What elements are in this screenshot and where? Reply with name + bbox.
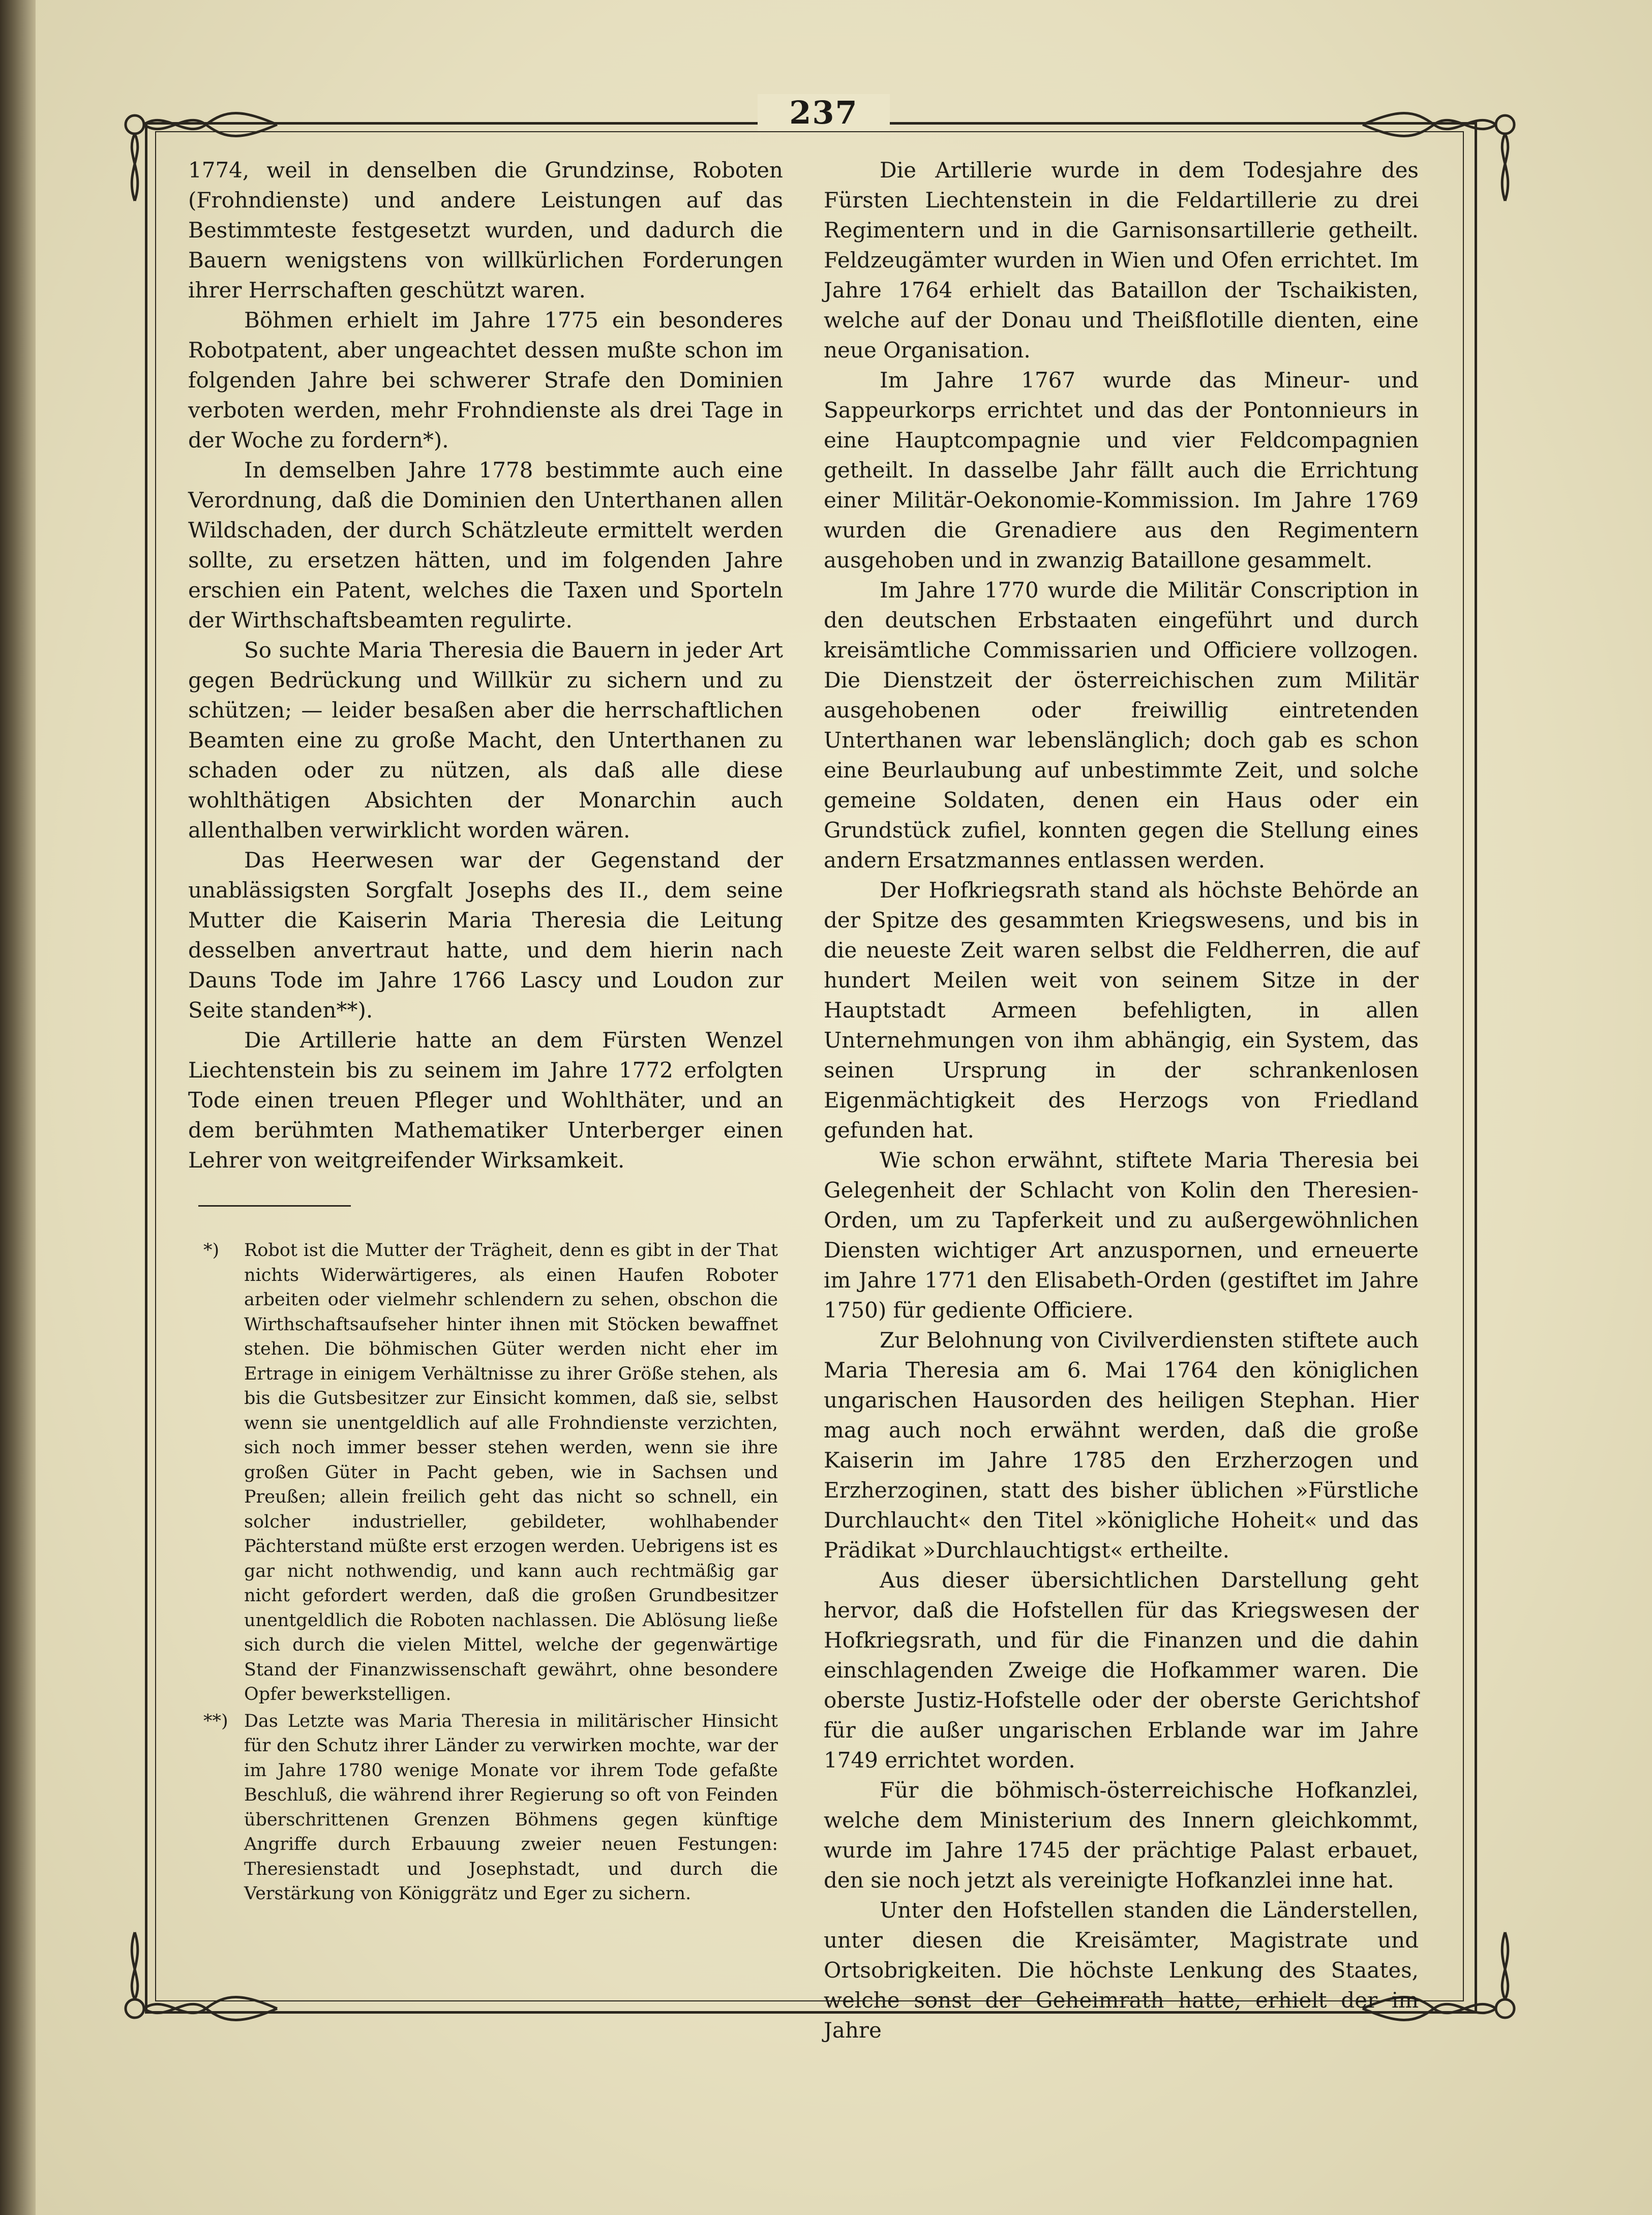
footnote	[203, 1238, 778, 1707]
footnotes	[203, 1238, 778, 1908]
footnote-divider	[198, 1205, 351, 1207]
page-number: 237	[758, 94, 890, 131]
paragraph: Unter den Hofstellen standen die Länderstellen, unter diesen die Kreisämter, Magistrate und Ortsobrigkeiten. Die höchste Lenkung des Staates, welche sonst der Geheimrath hatte, erhielt der im Jahre	[824, 1898, 1419, 2043]
paragraph: Aus dieser übersichtlichen Darstellung geht hervor, daß die Hofstellen für das Kriegswesen der Hofkriegsrath, und für die Finanzen und die dahin einschlagenden Zweige die Hofkammer waren. Die oberste Justiz-Hofstelle oder der oberste Gerichtshof für die außer ungarischen Erblande war im Jahre 1749 errichtet worden.	[824, 1568, 1419, 1773]
right-column	[824, 155, 1419, 2045]
footnote-mark: *)	[203, 1240, 220, 1261]
paragraph: Böhmen erhielt im Jahre 1775 ein besonderes Robotpatent, aber ungeachtet dessen mußte schon im folgenden Jahre bei schwerer Strafe den Dominien verboten werden, mehr Frohndienste als drei Tage in der Woche zu fordern*).	[188, 308, 783, 453]
paragraph: Die Artillerie hatte an dem Fürsten Wenzel Liechtenstein bis zu seinem im Jahre 1772 erfolgten Tode einen treuen Pfleger und Wohlthäter, und an dem berühmten Mathematiker Unterberger einen Lehrer von weitgreifender Wirksamkeit.	[188, 1028, 783, 1173]
footnote-text: Das Letzte was Maria Theresia in militärischer Hinsicht für den Schutz ihrer Länder zu verwirken mochte, war der im Jahre 1780 wenige Monate vor ihrem Tode gefaßte Beschluß, die während ihrer Regierung so oft von Feinden überschrittenen Grenzen Böhmens gegen künftige Angriffe durch Erbauung zweier neuen Festungen: Theresienstadt und Josephstadt, und durch die Verstärkung von Königgrätz und Eger zu sichern.	[244, 1711, 778, 1904]
footnote	[203, 1709, 778, 1906]
paragraph: Für die böhmisch-österreichische Hofkanzlei, welche dem Ministerium des Innern gleichkommt, wurde im Jahre 1745 der prächtige Palast erbauet, den sie noch jetzt als vereinigte Hofkanzlei inne hat.	[824, 1778, 1419, 1893]
bottom-left-ornament-icon	[119, 1927, 282, 2044]
paragraph: In demselben Jahre 1778 bestimmte auch eine Verordnung, daß die Dominien den Unterthanen allen Wildschaden, der durch Schätzleute ermittelt werden sollte, zu ersetzen hätten, und im folgenden Jahre erschien ein Patent, welches die Taxen und Sporteln der Wirthschaftsbeamten regulirte.	[188, 458, 783, 633]
footnote-mark: **)	[203, 1711, 228, 1731]
book-spine	[0, 0, 36, 2215]
left-column	[188, 155, 783, 1175]
paragraph: Im Jahre 1767 wurde das Mineur- und Sappeurkorps errichtet und das der Pontonnieurs in eine Hauptcompagnie und vier Feldcompagnien getheilt. In dasselbe Jahr fällt auch die Errichtung einer Militär-Oekonomie-Kommission. Im Jahre 1769 wurden die Grenadiere aus den Regimentern ausgehoben und in zwanzig Bataillone gesammelt.	[824, 368, 1419, 573]
paragraph: Die Artillerie wurde in dem Todesjahre des Fürsten Liechtenstein in die Feldartillerie zu drei Regimentern und in die Garnisonsartillerie getheilt. Feldzeugämter wurden in Wien und Ofen errichtet. Im Jahre 1764 erhielt das Bataillon der Tschaikisten, welche auf der Donau und Theißflotille dienten, eine neue Organisation.	[824, 158, 1419, 363]
paragraph: Im Jahre 1770 wurde die Militär Conscription in den deutschen Erbstaaten eingeführt und durch kreisämtliche Commissarien und Officiere vollzogen. Die Dienstzeit der österreichischen zum Militär ausgehobenen oder freiwillig eintretenden Unterthanen war lebenslänglich; doch gab es schon eine Beurlaubung auf unbestimmte Zeit, und solche gemeine Soldaten, denen ein Haus oder ein Grundstück zufiel, konnten gegen die Stellung eines andern Ersatzmannes entlassen werden.	[824, 578, 1419, 873]
paragraph: So suchte Maria Theresia die Bauern in jeder Art gegen Bedrückung und Willkür zu sichern und zu schützen; — leider besaßen aber die herrschaftlichen Beamten eine zu große Macht, den Unterthanen zu schaden oder zu nützen, als daß alle diese wohlthätigen Absichten der Monarchin auch allenthalben verwirklicht worden wären.	[188, 638, 783, 843]
paragraph: Das Heerwesen war der Gegenstand der unablässigsten Sorgfalt Josephs des II., dem seine Mutter die Kaiserin Maria Theresia die Leitung desselben anvertraut hatte, und dem hierin nach Dauns Tode im Jahre 1766 Lascy und Loudon zur Seite standen**).	[188, 848, 783, 1023]
paragraph: Wie schon erwähnt, stiftete Maria Theresia bei Gelegenheit der Schlacht von Kolin den Theresien-Orden, um zu Tapferkeit und zu außergewöhnlichen Diensten wichtiger Art anzuspornen, und erneuerte im Jahre 1771 den Elisabeth-Orden (gestiftet im Jahre 1750) für gediente Officiere.	[824, 1148, 1419, 1323]
paragraph: 1774, weil in denselben die Grundzinse, Roboten (Frohndienste) und andere Leistungen auf das Bestimmteste festgesetzt wurden, und dadurch die Bauern wenigstens von willkürlichen Forderungen ihrer Herrschaften geschützt waren.	[188, 158, 783, 303]
footnote-text: Robot ist die Mutter der Trägheit, denn es gibt in der That nichts Widerwärtigeres, als einen Haufen Roboter arbeiten oder vielmehr schlendern zu sehen, obschon die Wirthschaftsaufseher hinter ihnen mit Stöcken bewaffnet stehen. Die böhmischen Güter werden nicht eher im Ertrage in einigem Verhältnisse zu ihrer Größe stehen, als bis die Gutsbesitzer zur Einsicht kommen, daß sie, selbst wenn sie unentgeldlich auf alle Frohndienste verzichten, sich noch immer besser stehen werden, wenn sie ihre großen Güter in Pacht geben, wie in Sachsen und Preußen; allein freilich geht das nicht so schnell, ein solcher industrieller, gebildeter, wohlhabender Pächterstand müßte erst erzogen werden. Uebrigens ist es gar nicht nothwendig, und kann auch rechtmäßig gar nicht gefordert werden, daß die großen Grundbesitzer unentgeldlich die Roboten nachlassen. Die Ablösung ließe sich durch die vielen Mittel, welche der gegenwärtige Stand der Finanzwissenschaft gewährt, ohne besondere Opfer bewerkstelligen.	[244, 1240, 778, 1704]
paragraph: Der Hofkriegsrath stand als höchste Behörde an der Spitze des gesammten Kriegswesens, und bis in die neueste Zeit waren selbst die Feldherren, die auf hundert Meilen weit von seinem Sitze in der Hauptstadt Armeen befehligten, in allen Unternehmungen von ihm abhängig, ein System, das seinen Ursprung in der schrankenlosen Eigenmächtigkeit des Herzogs von Friedland gefunden hat.	[824, 878, 1419, 1143]
paragraph: Zur Belohnung von Civilverdiensten stiftete auch Maria Theresia am 6. Mai 1764 den königlichen ungarischen Hausorden des heiligen Stephan. Hier mag auch noch erwähnt werden, daß die große Kaiserin im Jahre 1785 den Erzherzogen und Erzherzoginen, statt des bisher üblichen »Fürstliche Durchlaucht« den Titel »königliche Hoheit« und das Prädikat »Durchlauchtigst« ertheilte.	[824, 1328, 1419, 1563]
